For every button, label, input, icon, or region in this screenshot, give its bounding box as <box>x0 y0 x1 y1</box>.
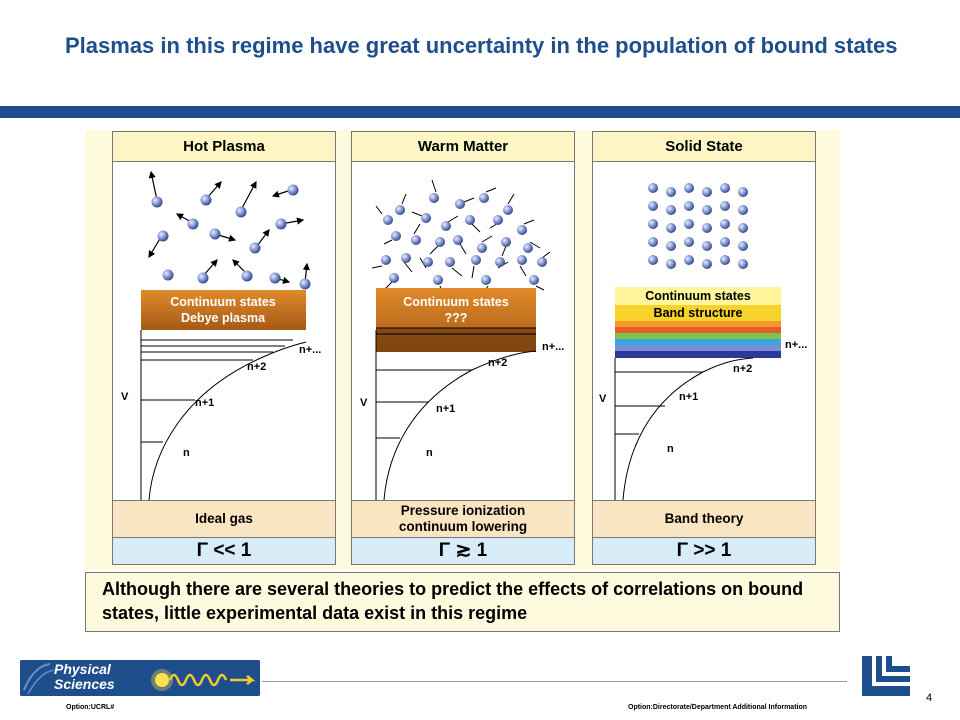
level-n2-label: n+2 <box>488 357 508 369</box>
level-n1-label: n+1 <box>436 403 456 415</box>
particle-balls <box>152 185 311 290</box>
level-n-label: n <box>667 443 674 455</box>
level-top-label: n+... <box>542 341 565 353</box>
logo-text <box>54 662 115 692</box>
potential-axis-label: V <box>360 397 368 409</box>
gamma-label: Γ << 1 <box>113 538 335 564</box>
panel-footer-label <box>352 500 574 538</box>
energy-levels <box>376 328 536 500</box>
potential-axis-label: V <box>121 391 129 403</box>
hot-plasma-diagram <box>113 162 334 500</box>
footer-line-1: Band theory <box>664 511 744 526</box>
physical-sciences-logo <box>20 660 260 696</box>
callout-text: Although there are several theories to predict the effects of correlations on bound states, little experimental data exist in this regime <box>85 572 840 632</box>
panel-solid-state <box>592 131 816 565</box>
band-structure-label: Band structure <box>653 306 743 320</box>
level-n-label: n <box>426 447 433 459</box>
continuum-label: Continuum states <box>403 295 509 309</box>
panel-title: Hot Plasma <box>113 132 335 162</box>
panel-title: Warm Matter <box>352 132 574 162</box>
continuum-label: Continuum states <box>645 289 751 303</box>
footer-left-text: Option:UCRL# <box>66 704 115 711</box>
panel-hot-plasma <box>112 131 336 565</box>
llnl-logo-icon <box>858 654 914 700</box>
lowered-continuum <box>376 328 536 352</box>
particle-balls <box>381 193 547 285</box>
level-top-label: n+... <box>299 344 322 356</box>
logo-line-2: Sciences <box>54 676 115 692</box>
energy-levels <box>141 330 306 500</box>
footer-line-1: Ideal gas <box>195 511 253 526</box>
continuum-label: Continuum states <box>170 295 276 309</box>
level-n2-label: n+2 <box>247 361 267 373</box>
logo-line-1: Physical <box>54 661 111 677</box>
panel-warm-matter <box>351 131 575 565</box>
lattice-atoms <box>648 183 748 269</box>
energy-levels <box>615 358 753 500</box>
level-n-label: n <box>183 447 190 459</box>
page-number: 4 <box>926 692 933 704</box>
level-n1-label: n+1 <box>679 391 699 403</box>
panel-title: Solid State <box>593 132 815 162</box>
footer-right-text: Option:Directorate/Department Additional Information <box>628 704 808 711</box>
level-n2-label: n+2 <box>733 363 753 375</box>
slide-title: Plasmas in this regime have great uncertainty in the population of bound states <box>65 33 898 58</box>
potential-axis-label: V <box>599 393 607 405</box>
footer-line-2: continuum lowering <box>398 519 528 534</box>
continuum-sublabel: Debye plasma <box>180 311 266 325</box>
solid-state-diagram <box>593 162 814 500</box>
panel-footer-label <box>113 500 335 538</box>
panel-footer-label <box>593 500 815 538</box>
gamma-label: Γ >> 1 <box>593 538 815 564</box>
level-n1-label: n+1 <box>195 397 215 409</box>
footer-line-1: Pressure ionization <box>400 503 526 518</box>
footer-divider <box>262 681 847 682</box>
level-top-label: n+... <box>785 339 808 351</box>
header-bar <box>0 106 960 118</box>
gamma-label: Γ ≳ 1 <box>352 538 574 564</box>
warm-matter-diagram <box>352 162 573 500</box>
continuum-sublabel: ??? <box>444 311 468 325</box>
